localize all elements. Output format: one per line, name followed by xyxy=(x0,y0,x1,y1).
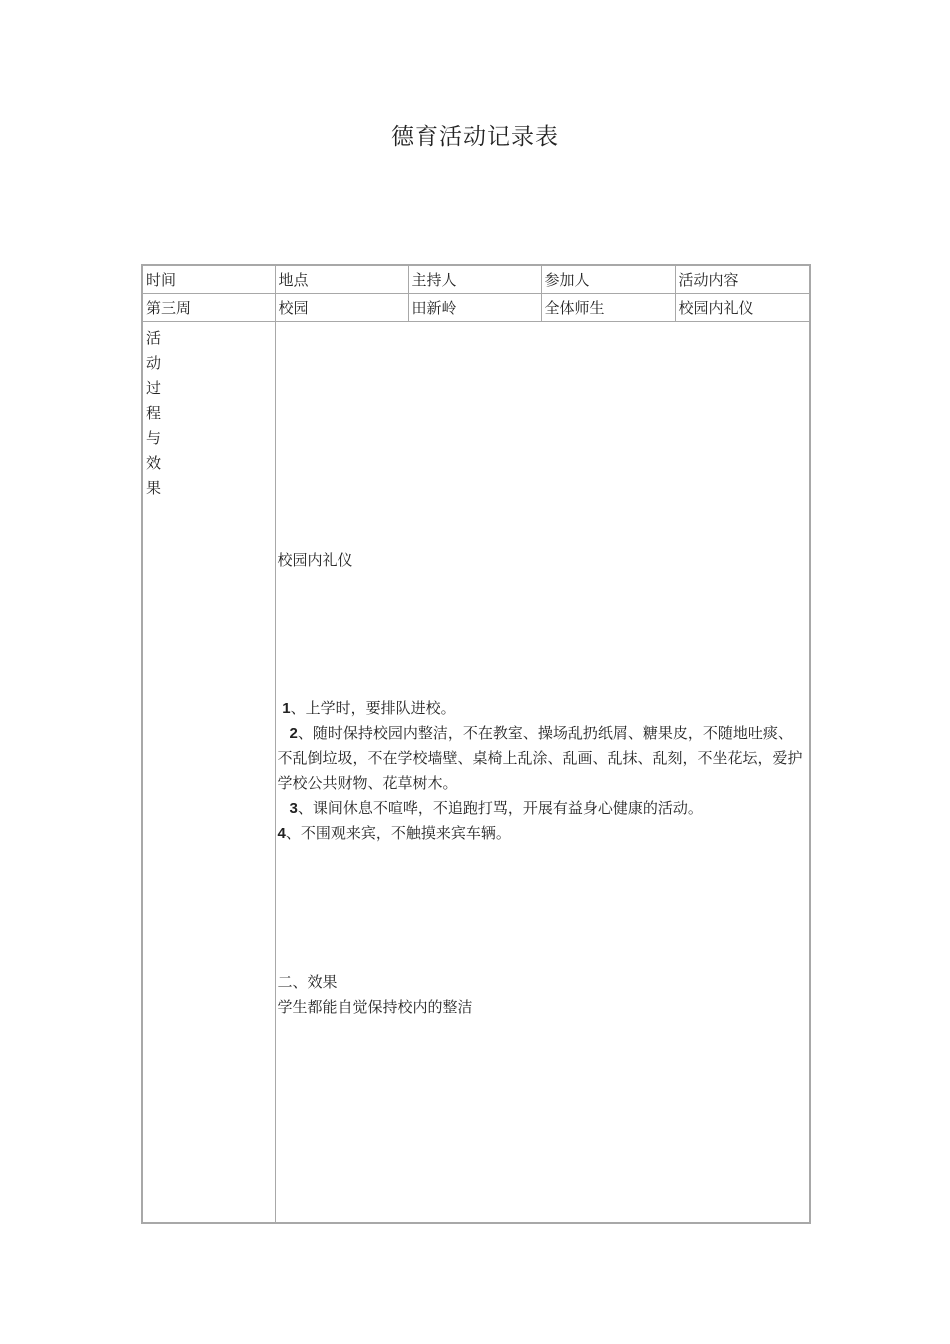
process-row xyxy=(142,322,810,1224)
content-cell xyxy=(275,322,810,1224)
side-label-cell xyxy=(142,322,275,1224)
value-activity-content: 校园内礼仪 xyxy=(675,294,810,322)
list-item xyxy=(278,696,808,721)
header-host: 主持人 xyxy=(408,265,541,294)
side-label-char: 程 xyxy=(146,404,162,422)
effect-text: 学生都能自觉保持校内的整洁 xyxy=(277,998,473,1016)
side-label xyxy=(146,326,164,501)
header-location: 地点 xyxy=(275,265,408,294)
item-number: 3 xyxy=(289,800,298,817)
side-label-char: 果 xyxy=(146,479,162,497)
item-text: 、上学时，要排队进校。 xyxy=(290,699,456,717)
list-item xyxy=(278,796,808,821)
item-text: 、随时保持校园内整洁，不在教室、操场乱扔纸屑、糖果皮，不随地吐痰、不乱倒垃圾，不在学校墙壁、桌椅上乱涂、乱画、乱抹、乱刻，不坐花坛，爱护学校公共财物、花草树木。 xyxy=(277,724,803,792)
value-participants: 全体师生 xyxy=(541,294,675,322)
side-label-char: 与 xyxy=(146,429,162,447)
value-row xyxy=(142,294,810,322)
item-number: 4 xyxy=(277,825,286,842)
header-time: 时间 xyxy=(142,265,275,294)
value-time: 第三周 xyxy=(142,294,275,322)
header-row xyxy=(142,265,810,294)
item-number: 1 xyxy=(282,700,291,717)
list-item xyxy=(278,821,808,846)
item-text: 、课间休息不喧哗，不追跑打骂，开展有益身心健康的活动。 xyxy=(297,799,703,817)
page-title: 德育活动记录表 xyxy=(391,124,559,150)
side-label-char: 动 xyxy=(146,354,162,372)
list-item xyxy=(278,721,808,796)
side-label-char: 效 xyxy=(146,454,162,472)
item-number: 2 xyxy=(289,725,298,742)
record-table xyxy=(141,264,811,1224)
side-label-char: 活 xyxy=(146,329,162,347)
value-location: 校园 xyxy=(275,294,408,322)
content-heading: 校园内礼仪 xyxy=(277,551,353,569)
effect-section xyxy=(278,970,808,1020)
header-participants: 参加人 xyxy=(541,265,675,294)
item-text: 、不围观来宾，不触摸来宾车辆。 xyxy=(285,824,511,842)
header-activity-content: 活动内容 xyxy=(675,265,810,294)
effect-heading: 二、效果 xyxy=(277,973,338,991)
side-label-char: 过 xyxy=(146,379,162,397)
value-host: 田新岭 xyxy=(408,294,541,322)
rule-list xyxy=(278,696,808,846)
